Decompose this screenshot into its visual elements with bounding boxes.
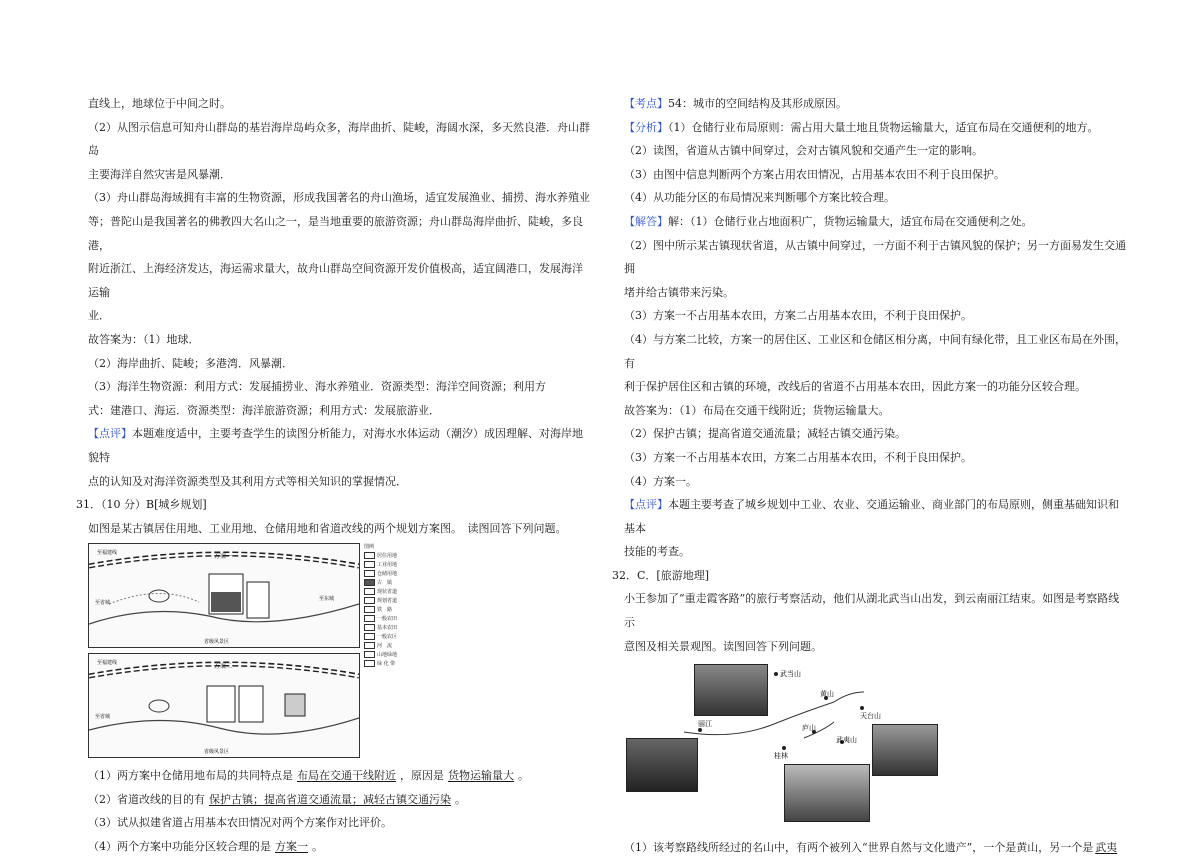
- question-31-4: （4）两个方案中功能分区较合理的是 方案一 。: [88, 840, 323, 854]
- text-line: （4）与方案二比较，方案一的居住区、工业区和仓储区相分离，中间有绿化带，且工业区布局在外围，有: [624, 332, 1126, 370]
- jieda-tag: 【解答】: [624, 214, 668, 228]
- plan-two-map-drawing: [89, 654, 359, 757]
- kaodian-tag: 【考点】: [624, 97, 668, 110]
- route-label: 天台山: [860, 712, 881, 721]
- text-line: 式：建港口、海运．资源类型：海洋旅游资源；利用方式：发展旅游业．: [88, 403, 440, 417]
- text-line: 业．: [88, 309, 110, 323]
- text-line: （3）海洋生物资源：利用方式：发展捕捞业、海水养殖业．资源类型：海洋空间资源；利用方: [88, 380, 546, 394]
- legend-item: 居住用地: [364, 552, 426, 561]
- comment-line: 点的认知及对海洋资源类型及其利用方式等相关知识的掌握情况．: [88, 474, 407, 488]
- kaodian-line: 【考点】54：城市的空间结构及其形成原因。: [624, 97, 847, 110]
- plan-two-map: [88, 653, 360, 758]
- planning-map-figure: [88, 543, 593, 761]
- legend-item: 绿 化 带: [364, 660, 426, 669]
- text-line: 意图及相关景观图。读图回答下列问题。: [624, 639, 822, 653]
- question-31-2: （2）省道改线的目的有 保护古镇；提高省道交通流量；减轻古镇交通污染 。: [88, 792, 466, 806]
- question-31-3: （3）试从拟建省道占用基本农田情况对两个方案作对比评价。: [88, 816, 392, 830]
- text-line: （3）方案一不占用基本农田，方案二占用基本农田，不利于良田保护。: [624, 309, 972, 323]
- route-label: 武夷山: [836, 736, 857, 745]
- legend-item: 一般农田: [364, 615, 426, 624]
- map-label-road: 至省城: [95, 600, 111, 607]
- legend-item: 现状省道: [364, 588, 426, 597]
- left-column: [76, 92, 593, 859]
- plan-one-map-drawing: [89, 544, 359, 647]
- legend-item: 仓储用地: [364, 570, 426, 579]
- jieda-line: 【解答】解：（1）仓储行业占地面积广，货物运输量大，适宜布局在交通便利之处。: [624, 214, 1033, 228]
- route-map: [624, 662, 944, 830]
- text-line: 堵并给古镇带来污染。: [624, 285, 734, 299]
- route-label: 丽江: [698, 720, 712, 729]
- text-line: （2）保护古镇；提高省道交通流量；减轻古镇交通污染。: [624, 427, 906, 441]
- text-line: 等；普陀山是我国著名的佛教四大名山之一，是当地重要的旅游资源；舟山群岛海岸曲折、陡峻，多良港，: [88, 214, 583, 252]
- text-line: （2）海岸曲折、陡峻；多港湾．风暴潮．: [88, 356, 293, 370]
- legend-title: 图例: [364, 544, 375, 551]
- route-label: 黄山: [820, 690, 834, 699]
- fenxi-tag: 【分析】: [624, 120, 668, 134]
- legend-item: 一般农区: [364, 633, 426, 642]
- question-31-1: （1）两方案中仓储用地布局的共同特点是 布局在交通干线附近 ，原因是 货物运输量大 。: [88, 769, 529, 783]
- text-line: 利于保护居住区和古镇的环境，改线后的省道不占用基本农田，因此方案一的功能分区较合理。: [624, 380, 1086, 394]
- answer-blank: 货物运输量大: [448, 769, 514, 783]
- text-line: 故答案为：（1）地球．: [88, 332, 200, 346]
- map-label-east: 至东城: [319, 596, 335, 603]
- answer-blank: 方案一: [275, 840, 308, 854]
- question-31-title: 31．（10 分）B[城乡规划]: [76, 498, 207, 512]
- right-column: [612, 92, 1129, 860]
- question-31-stem: 如图是某古镇居住用地、工业用地、仓储用地和省道改线的两个规划方案图。 读图回答下列问题。: [88, 521, 567, 535]
- question-32-title: 32．C．[旅游地理]: [612, 568, 709, 582]
- legend-item: 工业用地: [364, 561, 426, 570]
- plan-one-map: [88, 543, 360, 648]
- answer-blank: 武夷: [1095, 841, 1118, 855]
- text-line: （2）图中所示某古镇现状省道，从古镇中间穿过，一方面不利于古镇风貌的保护；另一方面易发生交通拥: [624, 238, 1126, 276]
- legend-item: 规划省道: [364, 597, 426, 606]
- map1-title: 方案一: [214, 553, 233, 561]
- answer-blank: 保护古镇；提高省道交通流量；减轻古镇交通污染: [209, 792, 451, 806]
- text-line: （2）读图，省道从古镇中间穿过，会对古镇风貌和交通产生一定的影响。: [624, 144, 983, 158]
- text-line: （4）从功能分区的布局情况来判断哪个方案比较合理。: [624, 191, 895, 205]
- route-label: 武当山: [780, 670, 801, 679]
- fenxi-line: 【分析】（1）仓储行业布局原则：需占用大量土地且货物运输量大，适宜布局在交通便利的地方。: [624, 120, 1099, 134]
- map2-scenic-label: 省级风景区: [204, 749, 230, 756]
- comment-tag: 【点评】: [88, 427, 132, 441]
- route-label: 桂林: [774, 752, 788, 761]
- question-32-1: （1）该考察路线所经过的名山中，有两个被列入“世界自然与文化遗产”，一个是黄山，另一个是 武夷: [624, 841, 1118, 855]
- text-line: 小王参加了“重走霞客路”的旅行考察活动，他们从湖北武当山出发，到云南丽江结束。如图是考察路线示: [624, 592, 1120, 630]
- map2-title: 方案二: [214, 663, 233, 671]
- text-line: 直线上，地球位于中间之时。: [88, 97, 231, 110]
- map-label-rail: 至福建线: [97, 550, 118, 557]
- legend-item: 铁 路: [364, 606, 426, 615]
- legend-item: 山地绿地: [364, 651, 426, 660]
- comment-tag: 【点评】: [624, 498, 668, 512]
- text-line: 主要海洋自然灾害是风暴潮．: [88, 167, 231, 181]
- text-line: （2）从图示信息可知舟山群岛的基岩海岸岛屿众多，海岸曲折、陡峻，海阔水深，多天然良港．舟山群岛: [88, 120, 590, 158]
- comment-line: 【点评】本题主要考查了城乡规划中工业、农业、交通运输业、商业部门的布局原则，侧重基础知识和基本: [624, 498, 1119, 535]
- legend-item: 古 镇: [364, 579, 426, 588]
- comment-line: 技能的考查。: [624, 545, 690, 559]
- text-line: 附近浙江、上海经济发达，海运需求量大，故舟山群岛空间资源开发价值极高，适宜阔港口，发展海洋运输: [88, 262, 583, 299]
- map-label-rail: 至福建线: [97, 660, 118, 667]
- comment-line: 【点评】本题难度适中，主要考查学生的读图分析能力，对海水水体运动（潮汐）成因理解、对海岸地貌特: [88, 427, 583, 464]
- route-label: 庐山: [802, 724, 816, 733]
- answer-blank: 布局在交通干线附近: [297, 769, 396, 783]
- text-line: （3）由图中信息判断两个方案占用农田情况，占用基本农田不利于良田保护。: [624, 167, 1005, 181]
- route-figure: [624, 662, 1129, 830]
- map-legend: [364, 543, 426, 753]
- text-line: （3）方案一不占用基本农田，方案二占用基本农田，不利于良田保护。: [624, 450, 972, 464]
- legend-item: 基本农田: [364, 624, 426, 633]
- text-line: （4）方案一。: [624, 474, 697, 488]
- legend-item: 河 流: [364, 642, 426, 651]
- text-line: 故答案为：（1）布局在交通干线附近；货物运输量大。: [624, 403, 890, 417]
- map1-scenic-label: 省级风景区: [204, 639, 230, 646]
- map-label-road: 至省城: [95, 714, 111, 721]
- text-line: （3）舟山群岛海域拥有丰富的生物资源，形成我国著名的舟山渔场，适宜发展渔业、捕捞、海水养殖业: [88, 191, 590, 205]
